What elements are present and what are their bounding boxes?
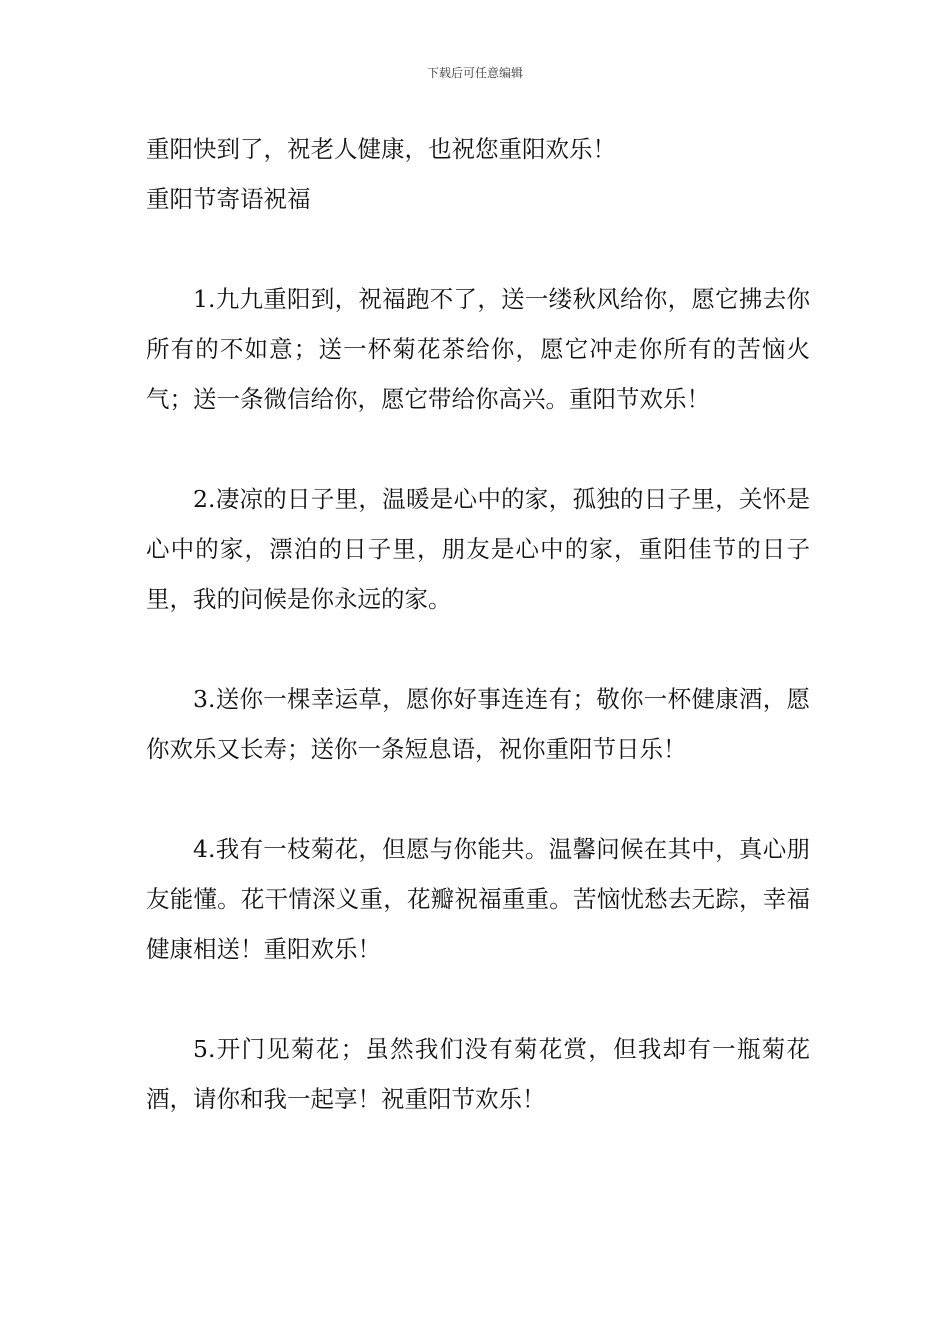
page-header: 下载后可任意编辑 (426, 66, 523, 80)
document-body (146, 124, 810, 1124)
spacer (146, 974, 810, 1024)
paragraph-1: 1.九九重阳到，祝福跑不了，送一缕秋风给你，愿它拂去你所有的不如意；送一杯菊花茶给你，愿它冲走你所有的苦恼火气；送一条微信给你，愿它带给你高兴。重阳节欢乐！ (146, 285, 810, 413)
spacer (146, 624, 810, 674)
intro-line: 重阳快到了，祝老人健康，也祝您重阳欢乐！ (146, 135, 616, 163)
paragraph-4: 4.我有一枝菊花，但愿与你能共。温馨问候在其中，真心朋友能懂。花干情深义重，花瓣祝福重重。苦恼忧愁去无踪，幸福健康相送！重阳欢乐！ (146, 835, 810, 963)
spacer (146, 224, 810, 274)
spacer (146, 424, 810, 474)
paragraph-5: 5.开门见菊花；虽然我们没有菊花赏，但我却有一瓶菊花酒，请你和我一起享！祝重阳节欢乐！ (146, 1035, 810, 1113)
spacer (146, 774, 810, 824)
paragraph-3: 3.送你一棵幸运草，愿你好事连连有；敬你一杯健康酒，愿你欢乐又长寿；送你一条短息语，祝你重阳节日乐！ (146, 685, 810, 763)
paragraph-2: 2.凄凉的日子里，温暖是心中的家，孤独的日子里，关怀是心中的家，漂泊的日子里，朋友是心中的家，重阳佳节的日子里，我的问候是你永远的家。 (146, 485, 810, 613)
section-title: 重阳节寄语祝福 (146, 185, 311, 213)
